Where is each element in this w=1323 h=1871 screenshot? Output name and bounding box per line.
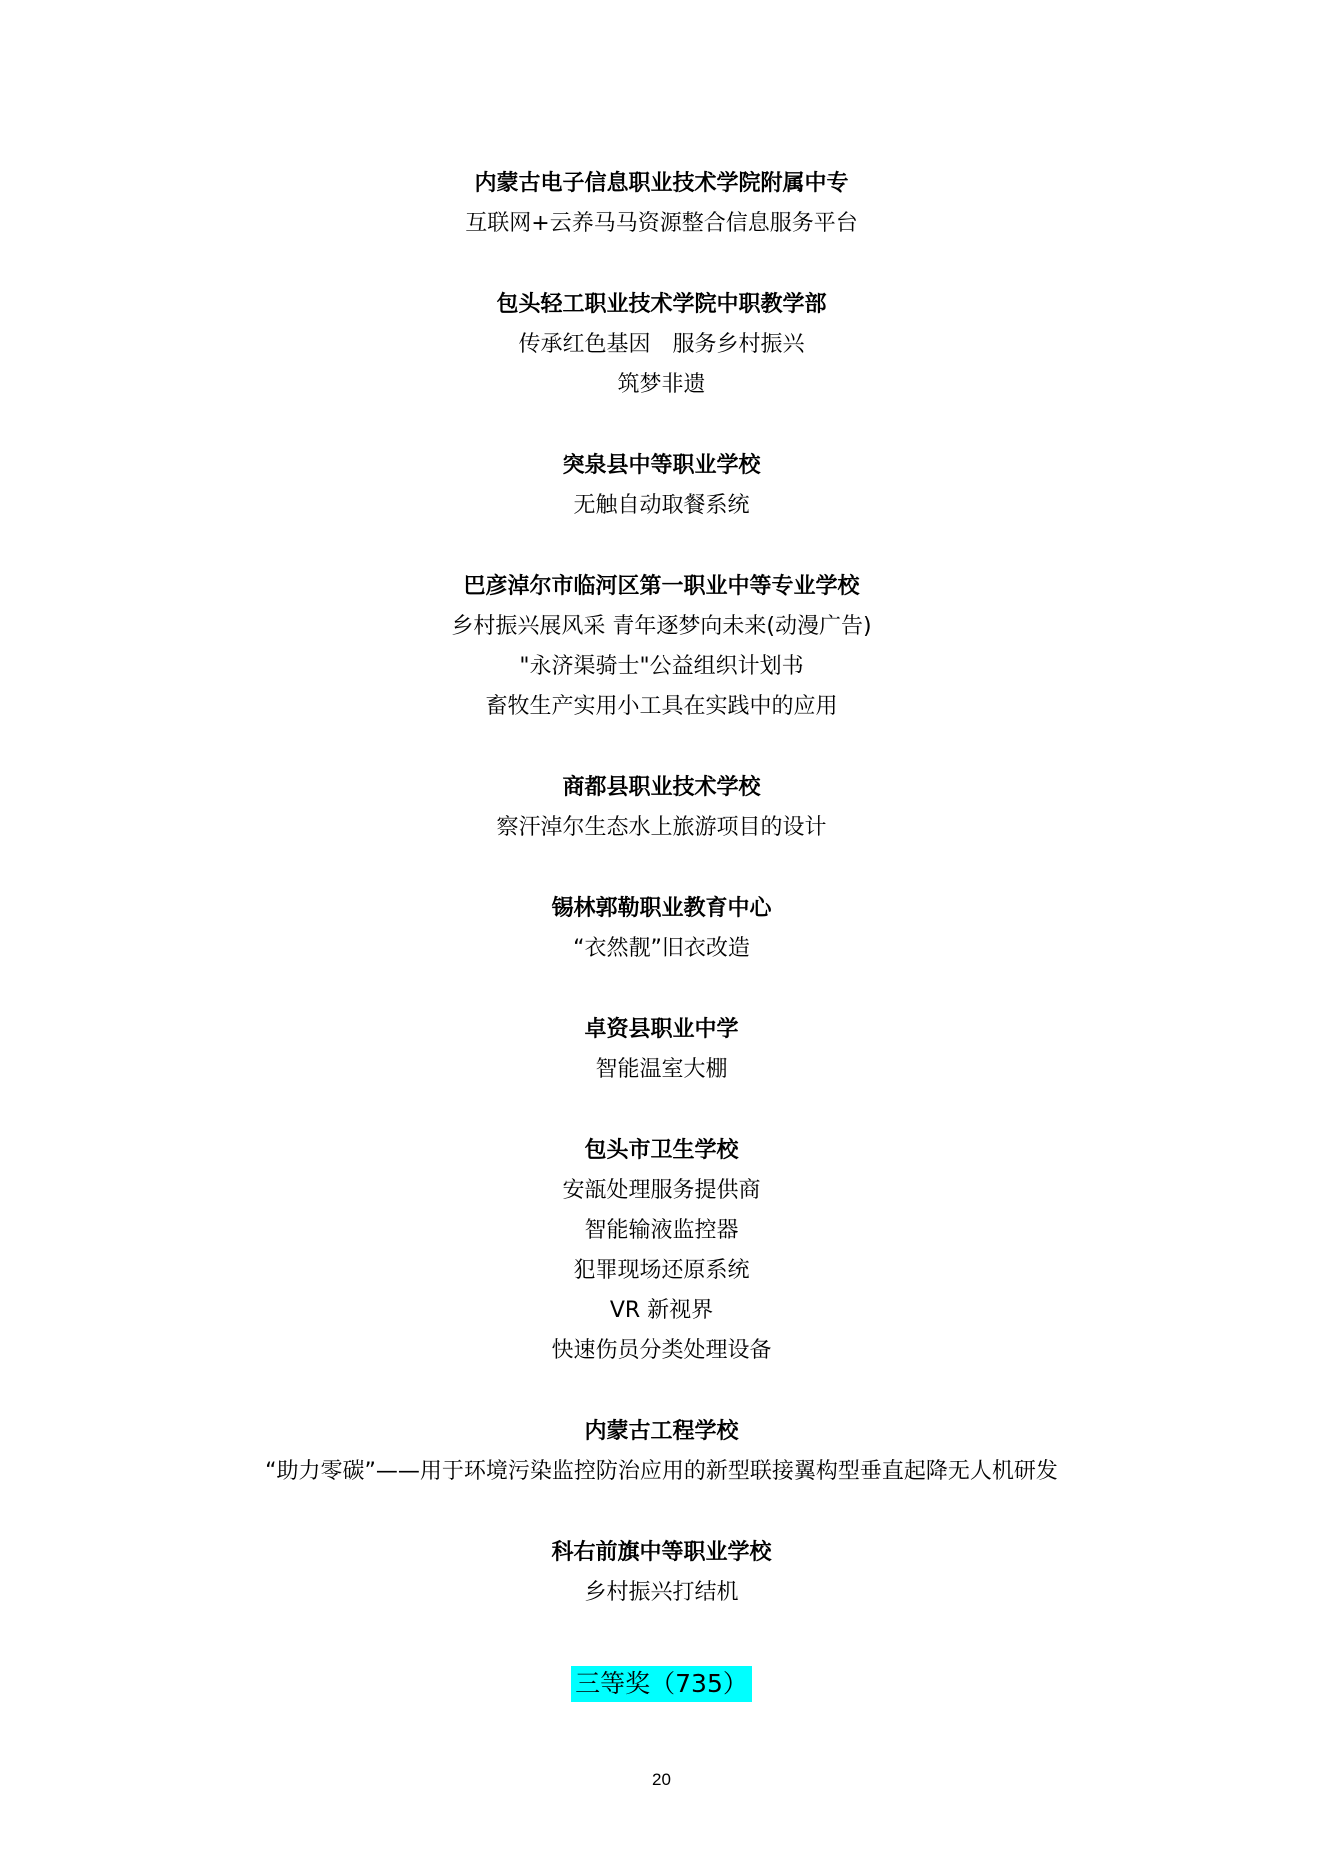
project-title: 智能温室大棚 [595, 1057, 728, 1082]
school-name: 内蒙古电子信息职业技术学院附属中专 [474, 171, 849, 196]
project-title: 犯罪现场还原系统 [573, 1258, 750, 1283]
school-name: 包头市卫生学校 [584, 1138, 739, 1163]
school-entry [0, 285, 1323, 405]
school-entry [0, 1533, 1323, 1613]
award-heading-row [0, 1666, 1323, 1702]
school-name: 科右前旗中等职业学校 [551, 1540, 772, 1565]
page-number: 20 [652, 1770, 671, 1789]
award-list [0, 164, 1323, 1654]
school-name: 突泉县中等职业学校 [562, 453, 761, 478]
school-name: 包头轻工职业技术学院中职教学部 [496, 292, 827, 317]
school-name: 商都县职业技术学校 [562, 775, 761, 800]
project-title: “衣然靓”旧衣改造 [573, 936, 750, 961]
project-title: 乡村振兴打结机 [584, 1580, 739, 1605]
project-title: 无触自动取餐系统 [573, 493, 750, 518]
project-title: 乡村振兴展风采 青年逐梦向未来(动漫广告) [451, 614, 872, 639]
school-name: 巴彦淖尔市临河区第一职业中等专业学校 [463, 574, 860, 599]
project-title: 畜牧生产实用小工具在实践中的应用 [485, 694, 838, 719]
school-entry [0, 1010, 1323, 1090]
project-title: 传承红色基因 服务乡村振兴 [518, 332, 805, 357]
school-entry [0, 164, 1323, 244]
project-title: 安瓿处理服务提供商 [562, 1178, 761, 1203]
project-title: 筑梦非遗 [617, 372, 706, 397]
school-entry [0, 889, 1323, 969]
school-name: 内蒙古工程学校 [584, 1419, 739, 1444]
project-title: 智能输液监控器 [584, 1218, 739, 1243]
project-title: 快速伤员分类处理设备 [551, 1338, 772, 1363]
award-heading: 三等奖（735） [571, 1666, 752, 1702]
project-title: "永济渠骑士"公益组织计划书 [519, 654, 804, 679]
school-name: 卓资县职业中学 [584, 1017, 739, 1042]
project-title: 察汗淖尔生态水上旅游项目的设计 [496, 815, 827, 840]
project-title: VR 新视界 [609, 1298, 714, 1323]
project-title: 互联网+云养马马资源整合信息服务平台 [465, 211, 858, 236]
school-entry [0, 1131, 1323, 1371]
school-entry [0, 768, 1323, 848]
school-entry [0, 1412, 1323, 1492]
school-name: 锡林郭勒职业教育中心 [551, 896, 772, 921]
school-entry [0, 567, 1323, 727]
school-entry [0, 446, 1323, 526]
project-title: “助力零碳”——用于环境污染监控防治应用的新型联接翼构型垂直起降无人机研发 [265, 1459, 1058, 1484]
